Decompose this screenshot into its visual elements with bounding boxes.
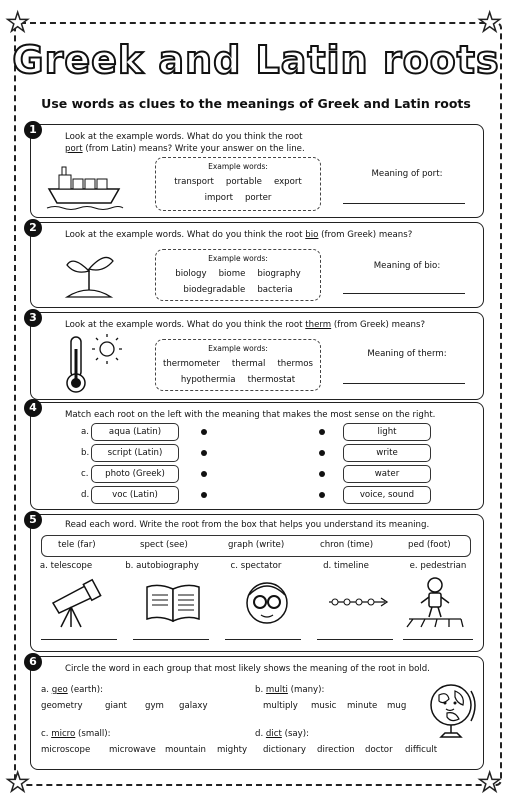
group-label	[41, 729, 111, 739]
example-word: porter	[244, 193, 272, 203]
match-dot[interactable]	[201, 450, 207, 456]
telescope-icon	[47, 577, 103, 629]
example-words-box	[155, 339, 321, 391]
question-part: (from Greek) means?	[331, 320, 426, 330]
example-word: portable	[225, 177, 262, 187]
group-label	[255, 729, 309, 739]
root-word: dict	[265, 729, 282, 739]
example-word: export	[273, 177, 302, 187]
match-right-item: light	[343, 423, 431, 441]
crosswalk-child-icon	[405, 575, 465, 629]
question-text	[65, 319, 465, 331]
group-word[interactable]: microscope	[41, 745, 91, 755]
group-word[interactable]: multiply	[263, 701, 298, 711]
meaning-label: Meaning of port:	[371, 169, 443, 179]
match-left-item: voc (Latin)	[91, 486, 179, 504]
root-option: chron (time)	[320, 540, 374, 550]
group-letter: a.	[41, 685, 52, 695]
star-icon: ★	[6, 8, 30, 38]
section-6	[30, 656, 484, 770]
meaning-label: Meaning of therm:	[367, 349, 447, 359]
example-words-box	[155, 157, 321, 211]
example-words-box	[155, 249, 321, 301]
match-right-item: write	[343, 444, 431, 462]
root-word: port	[65, 144, 83, 154]
match-left-item: script (Latin)	[91, 444, 179, 462]
section-number: 2	[24, 219, 42, 237]
example-words-heading: Example words:	[208, 254, 268, 263]
group-word[interactable]: direction	[317, 745, 355, 755]
root-option: graph (write)	[228, 540, 285, 550]
group-letter: c.	[41, 729, 52, 739]
binoculars-child-icon	[241, 577, 293, 629]
root-word: multi	[265, 685, 288, 695]
example-word: thermal	[231, 359, 266, 369]
answer-line[interactable]	[343, 203, 465, 204]
group-word[interactable]: mountain	[165, 745, 206, 755]
section-number: 4	[24, 399, 42, 417]
question-part: Look at the example words. What do you think the root	[65, 230, 306, 240]
group-word[interactable]: doctor	[365, 745, 393, 755]
root-word-bank	[41, 535, 471, 557]
thermometer-sun-icon	[61, 333, 127, 395]
example-word: import	[204, 193, 233, 203]
group-meaning: (say):	[281, 729, 310, 739]
star-icon: ★	[6, 768, 30, 798]
answer-line[interactable]	[225, 639, 301, 640]
question-part: (from Greek) means?	[318, 230, 413, 240]
section-number: 3	[24, 309, 42, 327]
page-title: Greek and Latin roots	[12, 38, 500, 82]
example-word: thermometer	[162, 359, 220, 369]
root-option: spect (see)	[140, 540, 188, 550]
match-left-item: aqua (Latin)	[91, 423, 179, 441]
word-label: e. pedestrian	[409, 561, 467, 571]
root-word: therm	[305, 320, 332, 330]
open-book-icon	[143, 581, 203, 625]
star-icon: ★	[478, 8, 502, 38]
match-dot[interactable]	[319, 450, 325, 456]
question-text: Match each root on the left with the meaning that makes the most sense on the right.	[65, 410, 436, 420]
match-dot[interactable]	[201, 471, 207, 477]
group-label	[255, 685, 324, 695]
answer-line[interactable]	[41, 639, 117, 640]
section-4	[30, 402, 484, 510]
group-word[interactable]: mighty	[217, 745, 248, 755]
group-word[interactable]: microwave	[109, 745, 156, 755]
question-text	[65, 229, 465, 241]
answer-line[interactable]	[343, 293, 465, 294]
star-icon: ★	[478, 768, 502, 798]
section-1	[30, 124, 484, 218]
example-words-heading: Example words:	[208, 162, 268, 171]
group-word[interactable]: difficult	[405, 745, 438, 755]
match-dot[interactable]	[201, 429, 207, 435]
group-word[interactable]: minute	[347, 701, 378, 711]
match-dot[interactable]	[319, 429, 325, 435]
question-part: Look at the example words. What do you think the root	[65, 132, 303, 142]
section-number: 5	[24, 511, 42, 529]
question-text	[65, 131, 365, 155]
word-label: b. autobiography	[125, 561, 199, 571]
group-word[interactable]: galaxy	[179, 701, 208, 711]
root-word: bio	[305, 230, 319, 240]
example-word: bacteria	[257, 285, 293, 295]
match-letter: b.	[81, 448, 90, 458]
answer-line[interactable]	[403, 639, 473, 640]
group-letter: d.	[255, 729, 266, 739]
globe-icon	[427, 681, 479, 743]
root-option: ped (foot)	[408, 540, 451, 550]
cargo-ship-icon	[45, 161, 125, 211]
match-dot[interactable]	[319, 471, 325, 477]
example-words-heading: Example words:	[208, 344, 268, 353]
group-word[interactable]: dictionary	[263, 745, 306, 755]
word-label: a. telescope	[39, 561, 93, 571]
question-text: Read each word. Write the root from the box that helps you understand its meaning.	[65, 520, 430, 530]
example-word: biome	[218, 269, 246, 279]
section-2	[30, 222, 484, 308]
group-word[interactable]: music	[311, 701, 337, 711]
root-word: micro	[51, 729, 76, 739]
match-letter: a.	[81, 427, 89, 437]
section-5	[30, 514, 484, 652]
example-word: biodegradable	[183, 285, 246, 295]
group-word[interactable]: giant	[105, 701, 127, 711]
answer-line[interactable]	[343, 383, 465, 384]
meaning-label: Meaning of bio:	[373, 261, 441, 271]
word-label: c. spectator	[230, 561, 282, 571]
example-word: thermostat	[247, 375, 296, 385]
answer-line[interactable]	[317, 639, 393, 640]
match-dot[interactable]	[319, 492, 325, 498]
question-part: (from Latin) means? Write your answer on the line.	[82, 144, 305, 154]
match-letter: c.	[81, 469, 89, 479]
section-3	[30, 312, 484, 400]
group-label	[41, 685, 103, 695]
section-number: 1	[24, 121, 42, 139]
word-label: d. timeline	[323, 561, 369, 571]
question-text: Circle the word in each group that most likely shows the meaning of the root in bold.	[65, 664, 430, 674]
group-word[interactable]: gym	[145, 701, 164, 711]
section-number: 6	[24, 653, 42, 671]
root-option: tele (far)	[58, 540, 96, 550]
match-dot[interactable]	[201, 492, 207, 498]
group-meaning: (many):	[287, 685, 325, 695]
group-meaning: (small):	[75, 729, 111, 739]
example-word: thermos	[277, 359, 314, 369]
sprout-icon	[61, 245, 117, 301]
match-letter: d.	[81, 490, 90, 500]
answer-line[interactable]	[133, 639, 209, 640]
match-right-item: water	[343, 465, 431, 483]
group-letter: b.	[255, 685, 266, 695]
group-word[interactable]: mug	[387, 701, 407, 711]
match-left-item: photo (Greek)	[91, 465, 179, 483]
timeline-icon	[327, 595, 391, 609]
question-part: Look at the example words. What do you think the root	[65, 320, 306, 330]
match-right-item: voice, sound	[343, 486, 431, 504]
example-word: transport	[174, 177, 214, 187]
example-word: hypothermia	[180, 375, 236, 385]
group-word[interactable]: geometry	[41, 701, 83, 711]
root-word: geo	[51, 685, 68, 695]
group-meaning: (earth):	[67, 685, 103, 695]
example-word: biology	[175, 269, 207, 279]
page-subtitle: Use words as clues to the meanings of Greek and Latin roots	[41, 96, 471, 111]
example-word: biography	[257, 269, 301, 279]
